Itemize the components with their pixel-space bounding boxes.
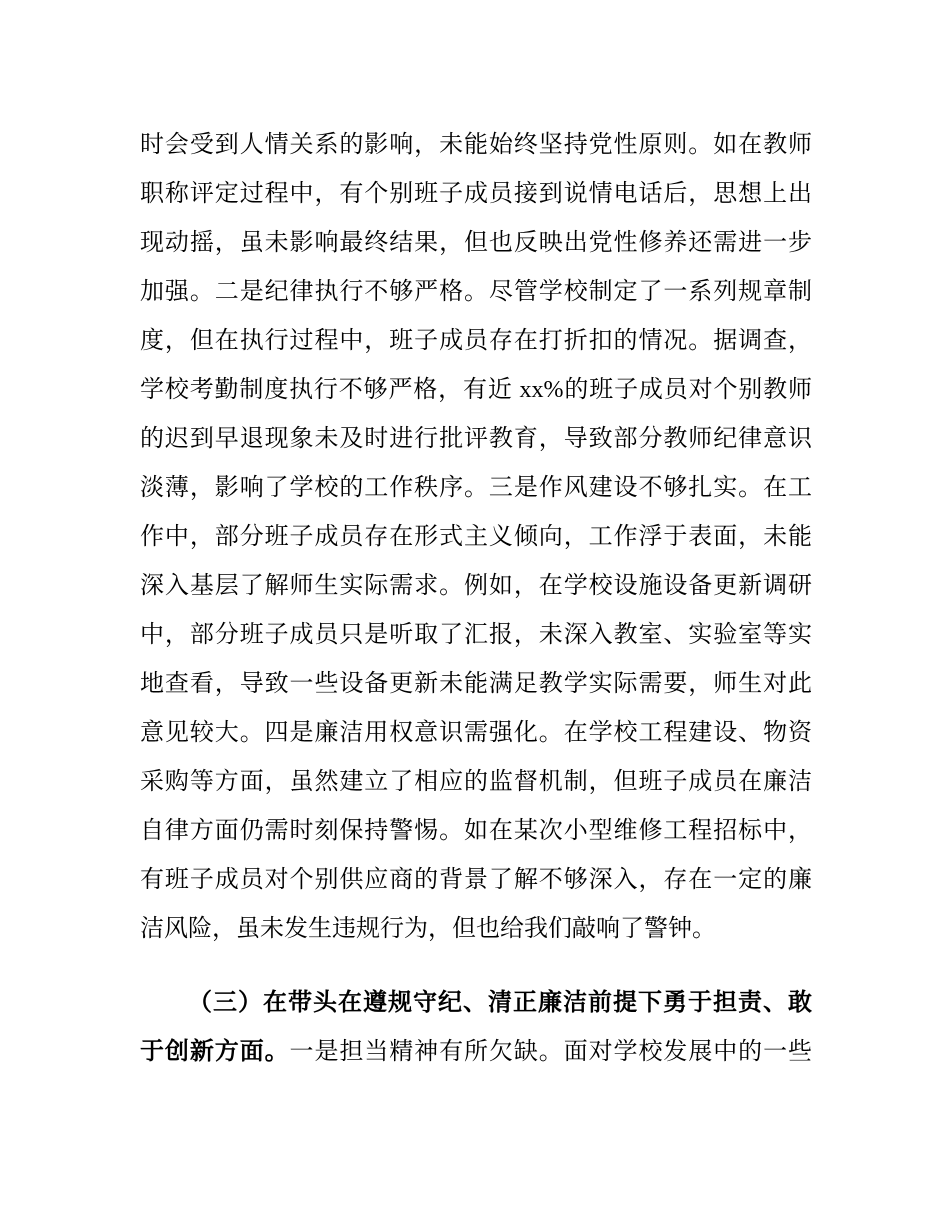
section-heading-tail: 于创新方面。 <box>140 1038 290 1065</box>
text-line: 现动摇，虽未影响最终结果，但也反映出党性修养还需进一步 <box>140 230 812 256</box>
text-line: 洁风险，虽未发生违规行为，但也给我们敲响了警钟。 <box>140 916 716 942</box>
section-heading-line: （三）在带头在遵规守纪、清正廉洁前提下勇于担责、敢 <box>188 989 812 1016</box>
text-line: 加强。二是纪律执行不够严格。尽管学校制定了一系列规章制 <box>140 279 812 305</box>
section-three-paragraph <box>140 978 812 1076</box>
text-line: 的迟到早退现象未及时进行批评教育，导致部分教师纪律意识 <box>140 426 812 452</box>
text-line: 深入基层了解师生实际需求。例如，在学校设施设备更新调研 <box>140 573 812 599</box>
text-line: 地查看，导致一些设备更新未能满足教学实际需要，师生对此 <box>140 671 812 697</box>
text-line: 意见较大。四是廉洁用权意识需强化。在学校工程建设、物资 <box>140 720 812 746</box>
body-text-run: 一是担当精神有所欠缺。面对学校发展中的一些 <box>289 1039 813 1065</box>
text-line: 时会受到人情关系的影响，未能始终坚持党性原则。如在教师 <box>140 132 812 158</box>
continuation-paragraph <box>140 121 812 954</box>
text-line: 度，但在执行过程中，班子成员存在打折扣的情况。据调查， <box>140 328 812 354</box>
text-line: 学校考勤制度执行不够严格，有近 xx%的班子成员对个别教师 <box>140 377 812 403</box>
text-line: 自律方面仍需时刻保持警惕。如在某次小型维修工程招标中， <box>140 818 812 844</box>
text-line: 采购等方面，虽然建立了相应的监督机制，但班子成员在廉洁 <box>140 769 812 795</box>
text-line: 作中，部分班子成员存在形式主义倾向，工作浮于表面，未能 <box>140 524 812 550</box>
text-line: 中，部分班子成员只是听取了汇报，未深入教室、实验室等实 <box>140 622 812 648</box>
text-line: 职称评定过程中，有个别班子成员接到说情电话后，思想上出 <box>140 181 812 207</box>
text-line <box>140 1027 812 1076</box>
text-line: 淡薄，影响了学校的工作秩序。三是作风建设不够扎实。在工 <box>140 475 812 501</box>
text-line: 有班子成员对个别供应商的背景了解不够深入，存在一定的廉 <box>140 867 812 893</box>
